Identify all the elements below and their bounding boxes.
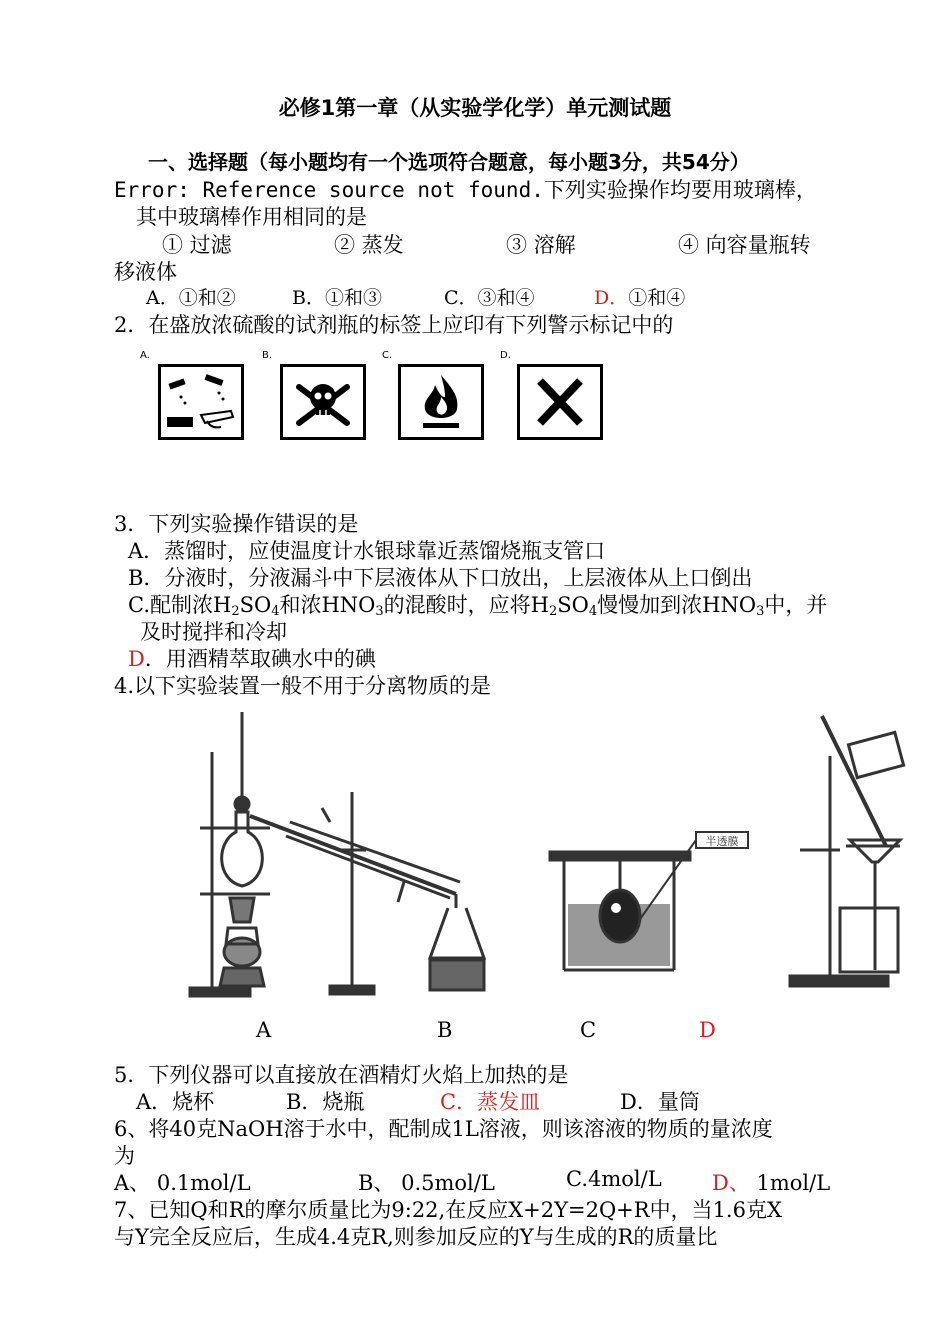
q1-stem-line2: 其中玻璃棒作用相同的是 [136,205,367,229]
q7-stem-line2: 与Y完全反应后，生成4.4克R,则参加反应的Y与生成的R的质量比 [114,1225,718,1249]
q3-c-sub: 3 [756,604,765,619]
q6-option-d [712,1167,830,1197]
sign-b [280,364,366,440]
sign-a-letter: A. [140,350,150,361]
q3-stem: 3．下列实验操作错误的是 [114,512,359,536]
q6-stem: 6、将40克NaOH溶于水中，配制成1L溶液，则该溶液的物质的量浓度 [114,1117,773,1141]
q6-answer-letter: D、 [712,1171,750,1195]
q1-item-4-cont: 移液体 [114,260,177,284]
q6-option-a: A、 0.1mol/L [114,1171,251,1195]
corrosive-icon [161,367,241,437]
q1-answer-letter: D． [594,287,629,309]
q3-c-sub: 3 [375,604,384,619]
q3-c-part: 和浓HNO [279,593,376,617]
q3-c-sub: 2 [231,604,240,619]
apparatus-label-b: B [437,1018,453,1042]
q1-item-4: ④ 向容量瓶转 [678,233,811,257]
q1-stem [114,174,817,204]
q5-stem: 5．下列仪器可以直接放在酒精灯火焰上加热的是 [114,1063,569,1087]
page-title: 必修1第一章（从实验学化学）单元测试题 [278,96,672,120]
beaker-tag-text: 半透膜 [705,835,739,848]
q1-option-d [594,283,685,310]
flame-icon [401,367,481,437]
q7-stem: 7、已知Q和R的摩尔质量比为9:22,在反应X+2Y=2Q+R中，当1.6克X [114,1198,782,1222]
q5-option-d: D．量筒 [620,1090,700,1114]
q1-option-d-text: ①和④ [628,287,686,309]
q6-option-d-text: 1mol/L [749,1171,831,1195]
q3-option-c [128,589,827,619]
q5-option-c: C．蒸发皿 [440,1090,541,1114]
q1-error-text: Error: Reference source not found. [114,178,544,202]
q1-option-a: A．①和② [146,287,236,309]
q1-item-2: ② 蒸发 [334,233,404,257]
q3-option-c-line2: 及时搅拌和冷却 [140,620,287,644]
q3-c-part: SO [557,593,589,617]
sign-c-letter: C. [382,350,393,361]
q3-c-part: 中，并 [764,593,828,617]
apparatus-label-a: A [256,1018,272,1042]
q3-option-d [128,643,376,673]
sign-d [517,364,603,440]
q3-c-sub: 4 [271,604,280,619]
q4-stem: 4.以下实验装置一般不用于分离物质的是 [114,674,492,698]
q5-option-a: A．烧杯 [136,1090,215,1114]
sign-c [398,364,484,440]
sign-a [158,364,244,440]
q3-c-part: 慢慢加到浓HNO [597,593,757,617]
q2-stem: 2．在盛放浓硫酸的试剂瓶的标签上应印有下列警示标记中的 [114,313,674,337]
section-heading: 一、选择题（每小题均有一个选项符合题意，每小题3分，共54分） [148,150,750,174]
q1-option-c: C．③和④ [444,287,535,309]
q3-option-d-text: ．用酒精萃取碘水中的碘 [144,647,376,671]
q3-c-part: 的混酸时，应将H [383,593,549,617]
q5-option-b: B．烧瓶 [286,1090,365,1114]
q1-item-3: ③ 溶解 [506,233,576,257]
q3-answer-letter: D [128,647,145,671]
q1-item-1: ① 过滤 [162,233,232,257]
sign-d-letter: D. [500,350,511,361]
q1-stem-rest: 下列实验操作均要用玻璃棒， [543,178,817,202]
q3-option-b: B．分液时，分液漏斗中下层液体从下口放出，上层液体从上口倒出 [128,566,753,590]
apparatus-label-c: C [580,1018,597,1042]
sign-b-letter: B. [262,350,273,361]
skull-crossbones-icon [283,367,363,437]
q3-c-sub: 2 [549,604,558,619]
apparatus-label-d: D [699,1018,716,1042]
q3-c-sub: 4 [588,604,598,619]
q3-c-part: SO [239,593,272,617]
x-cross-icon [520,367,600,437]
apparatus-diagram [180,712,920,1002]
q1-option-b: B．①和③ [292,287,382,309]
q6-option-b: B、 0.5mol/L [358,1171,495,1195]
q6-stem-line2: 为 [114,1144,135,1168]
q3-c-part: C.配制浓H [128,593,232,617]
q6-option-c: C.4mol/L [566,1167,662,1191]
q3-option-a: A．蒸馏时，应使温度计水银球靠近蒸馏烧瓶支管口 [128,539,606,563]
